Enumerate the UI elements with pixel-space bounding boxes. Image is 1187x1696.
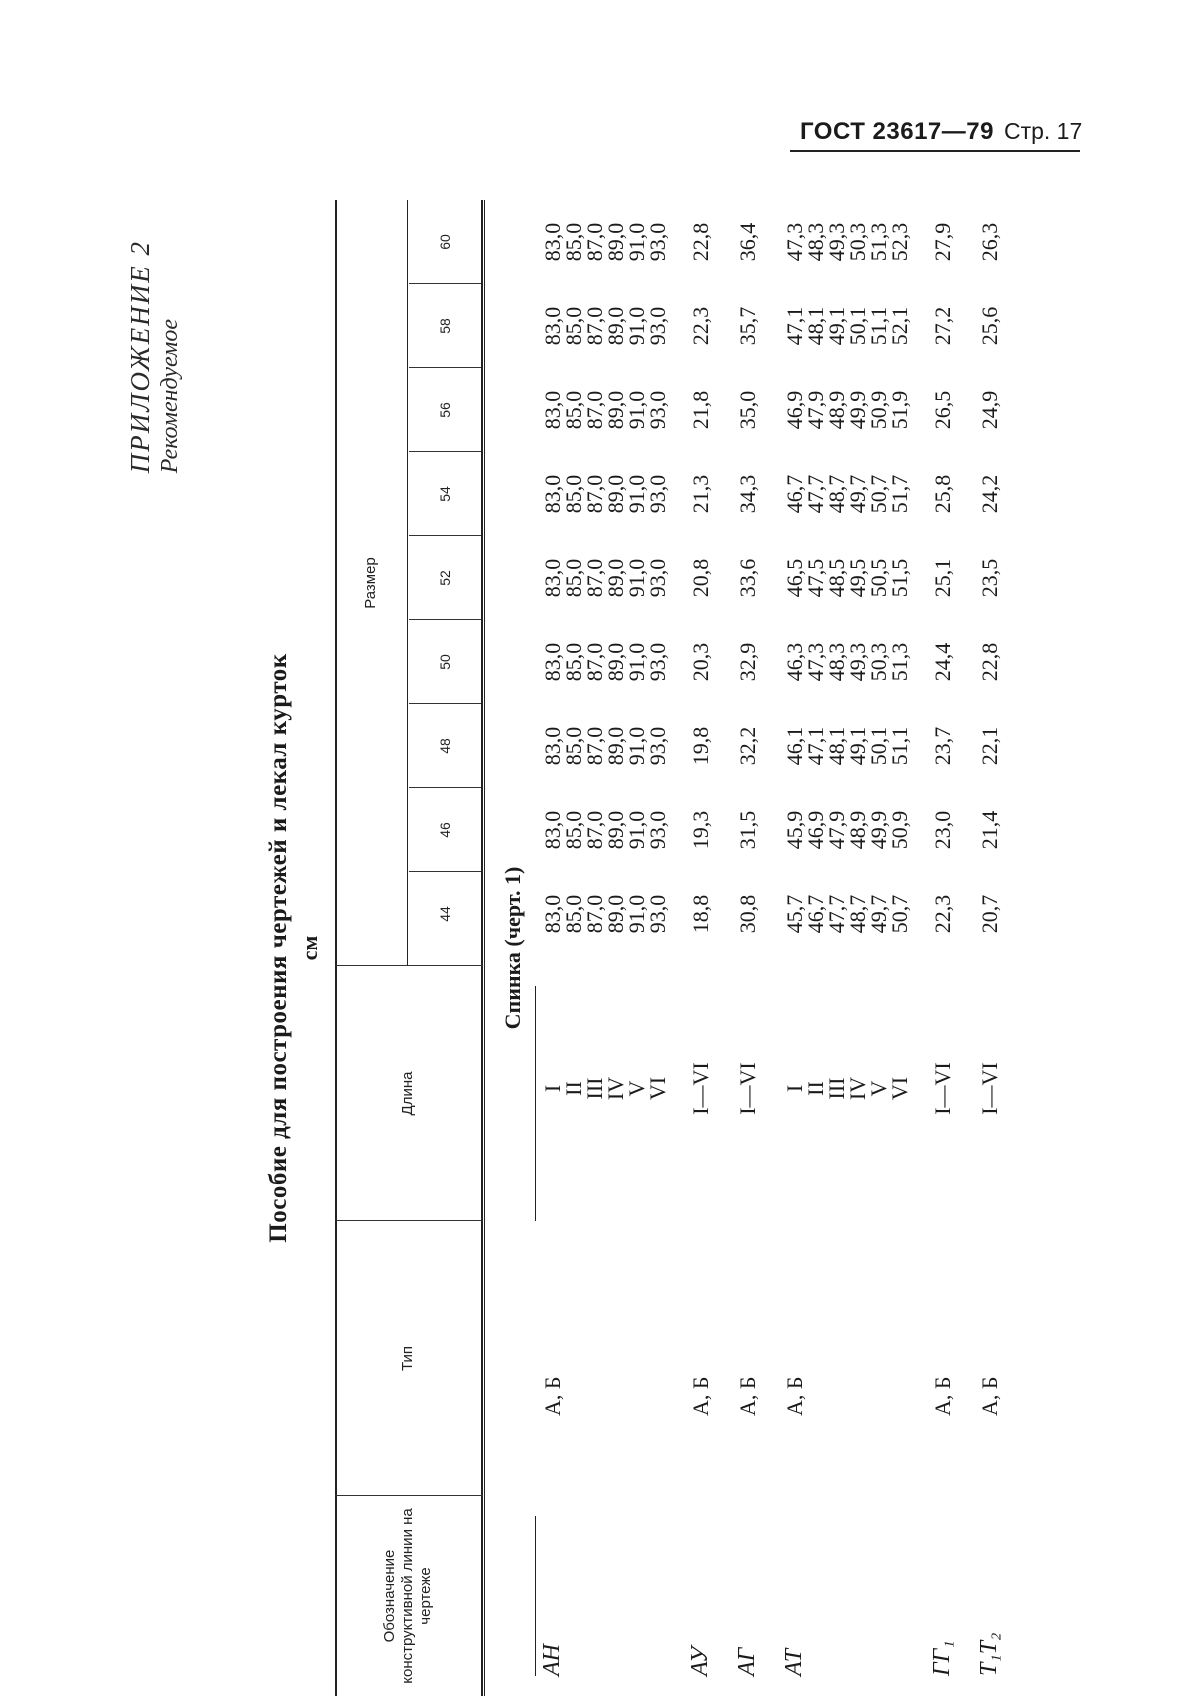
- size-value: 85,0: [561, 894, 586, 934]
- size-value: 85,0: [561, 558, 586, 598]
- size-value: 85,0: [561, 390, 586, 430]
- size-value: 47,9: [803, 390, 828, 430]
- size-value-cell: [737, 530, 758, 626]
- size-value: 89,0: [603, 390, 628, 430]
- size-value-cell: [737, 866, 758, 962]
- size-value-cell: [737, 194, 758, 290]
- header-bottom-rule: [481, 200, 483, 1696]
- size-value-cell: [542, 194, 668, 290]
- garment-type: А, Б: [688, 1376, 713, 1416]
- size-value: 48,9: [845, 810, 870, 850]
- header-code: Обозначение конструктивной линии на чертеже: [381, 1508, 434, 1684]
- size-value-cell: [737, 446, 758, 542]
- size-value: 32,9: [735, 642, 760, 682]
- size-value: 91,0: [624, 474, 649, 514]
- size-value: 85,0: [561, 474, 586, 514]
- size-value: 89,0: [603, 726, 628, 766]
- size-value: 23,5: [977, 558, 1002, 598]
- size-value-cell: [979, 530, 1000, 626]
- size-divider: [409, 871, 481, 872]
- length-value: I—VI: [688, 1062, 713, 1115]
- size-value: 49,3: [824, 222, 849, 262]
- header-bottom-rule-2: [484, 200, 485, 1696]
- length-value: I: [782, 1084, 807, 1093]
- size-value-cell: [690, 278, 711, 374]
- size-value-cell: [932, 614, 953, 710]
- size-value: 91,0: [624, 222, 649, 262]
- appendix-label: [125, 240, 185, 473]
- size-value: 49,1: [824, 306, 849, 346]
- size-value-cell: [690, 194, 711, 290]
- size-value: 91,0: [624, 726, 649, 766]
- size-value: 48,1: [803, 306, 828, 346]
- size-value: 26,3: [977, 222, 1002, 262]
- size-value: 46,9: [782, 390, 807, 430]
- size-header-46: 46: [437, 822, 453, 838]
- size-value: 21,3: [688, 474, 713, 514]
- line-code: АН: [539, 1644, 565, 1676]
- size-value: 48,3: [824, 642, 849, 682]
- size-value: 49,1: [845, 726, 870, 766]
- size-value: 93,0: [645, 558, 670, 598]
- size-value-cell: [784, 362, 910, 458]
- size-value: 18,8: [688, 894, 713, 934]
- line-code: Т₁Т₂: [976, 1632, 1002, 1676]
- size-header-52: 52: [437, 570, 453, 586]
- size-value: 50,9: [887, 810, 912, 850]
- size-value: 46,7: [782, 474, 807, 514]
- size-value-cell: [784, 278, 910, 374]
- size-value-cell: [542, 446, 668, 542]
- size-value-cell: [784, 698, 910, 794]
- size-value: 48,7: [824, 474, 849, 514]
- size-value: 22,3: [930, 894, 955, 934]
- size-value: 87,0: [582, 306, 607, 346]
- size-value: 47,9: [824, 810, 849, 850]
- length-value: III: [582, 1077, 607, 1100]
- length-value: V: [866, 1080, 891, 1097]
- size-value-cell: [979, 866, 1000, 962]
- size-value: 85,0: [561, 642, 586, 682]
- size-value: 30,8: [735, 894, 760, 934]
- garment-type: А, Б: [977, 1376, 1002, 1416]
- size-value: 25,6: [977, 306, 1002, 346]
- size-value: 48,9: [824, 390, 849, 430]
- size-value: 93,0: [645, 642, 670, 682]
- size-value: 47,7: [824, 894, 849, 934]
- size-value-cell: [932, 866, 953, 962]
- size-header-54: 54: [437, 486, 453, 502]
- size-value: 87,0: [582, 894, 607, 934]
- size-value: 48,5: [824, 558, 849, 598]
- size-value: 46,9: [803, 810, 828, 850]
- header-size-group: Размер: [362, 557, 379, 609]
- size-value: 48,7: [845, 894, 870, 934]
- size-value: 83,0: [540, 390, 565, 430]
- size-value-cell: [932, 446, 953, 542]
- size-value-cell: [932, 194, 953, 290]
- size-value-cell: [690, 698, 711, 794]
- size-value: 47,1: [782, 306, 807, 346]
- size-value: 91,0: [624, 306, 649, 346]
- page-number: Стр. 17: [1003, 118, 1083, 144]
- table-unit: см: [297, 935, 322, 961]
- size-value: 36,4: [735, 222, 760, 262]
- size-value: 52,1: [887, 306, 912, 346]
- size-header-56: 56: [437, 402, 453, 418]
- size-value-cell: [932, 278, 953, 374]
- length-value: IV: [845, 1076, 870, 1101]
- table-header: [335, 200, 485, 1696]
- size-header-58: 58: [437, 318, 453, 334]
- size-value: 22,1: [977, 726, 1002, 766]
- size-value: 47,7: [803, 474, 828, 514]
- size-value-cell: [979, 278, 1000, 374]
- size-value: 35,0: [735, 390, 760, 430]
- size-header-44: 44: [437, 906, 453, 922]
- size-value: 49,9: [866, 810, 891, 850]
- size-value: 83,0: [540, 642, 565, 682]
- length-values: [932, 1026, 953, 1151]
- size-value-cell: [542, 698, 668, 794]
- length-value: IV: [603, 1076, 628, 1101]
- line-code: ГГ₁: [929, 1640, 955, 1676]
- garment-type: А, Б: [540, 1376, 565, 1416]
- size-value: 50,3: [866, 642, 891, 682]
- size-value: 20,8: [688, 558, 713, 598]
- size-value: 89,0: [603, 474, 628, 514]
- size-value: 19,8: [688, 726, 713, 766]
- size-value: 24,4: [930, 642, 955, 682]
- size-value: 93,0: [645, 390, 670, 430]
- size-divider: [409, 535, 481, 536]
- size-header-50: 50: [437, 654, 453, 670]
- size-value-cell: [784, 446, 910, 542]
- size-value-cell: [542, 866, 668, 962]
- length-value: VI: [887, 1076, 912, 1101]
- size-value: 49,7: [866, 894, 891, 934]
- size-value: 47,1: [803, 726, 828, 766]
- header-rule: [790, 150, 1080, 152]
- size-value-cell: [979, 362, 1000, 458]
- size-value: 93,0: [645, 474, 670, 514]
- garment-type: А, Б: [930, 1376, 955, 1416]
- size-value: 35,7: [735, 306, 760, 346]
- size-value: 50,7: [866, 474, 891, 514]
- size-value: 47,3: [803, 642, 828, 682]
- size-value: 45,9: [782, 810, 807, 850]
- size-value-cell: [979, 782, 1000, 878]
- length-value: I—VI: [930, 1062, 955, 1115]
- size-value-cell: [542, 278, 668, 374]
- size-value: 25,8: [930, 474, 955, 514]
- line-code: АТ: [781, 1648, 807, 1676]
- size-value: 51,3: [866, 222, 891, 262]
- size-value: 46,1: [782, 726, 807, 766]
- table-title: Пособие для построения чертежей и лекал курток: [265, 653, 292, 1243]
- size-value-cell: [542, 362, 668, 458]
- length-value: I—VI: [977, 1062, 1002, 1115]
- size-value: 85,0: [561, 306, 586, 346]
- size-group-rule: [407, 200, 408, 966]
- size-value: 89,0: [603, 642, 628, 682]
- size-value: 26,5: [930, 390, 955, 430]
- size-value: 23,0: [930, 810, 955, 850]
- size-value: 49,9: [845, 390, 870, 430]
- length-values: [542, 1026, 668, 1151]
- size-value: 85,0: [561, 726, 586, 766]
- size-divider: [409, 787, 481, 788]
- length-value: III: [824, 1077, 849, 1100]
- size-value: 51,9: [887, 390, 912, 430]
- size-value: 50,9: [866, 390, 891, 430]
- length-value: II: [803, 1081, 828, 1096]
- size-value: 89,0: [603, 306, 628, 346]
- size-value: 85,0: [561, 222, 586, 262]
- size-value: 91,0: [624, 390, 649, 430]
- size-value: 23,7: [930, 726, 955, 766]
- size-value-cell: [737, 698, 758, 794]
- header-type: Тип: [399, 1346, 416, 1372]
- size-value: 50,5: [866, 558, 891, 598]
- length-values: [690, 1026, 711, 1151]
- size-value: 47,5: [803, 558, 828, 598]
- size-value: 52,3: [887, 222, 912, 262]
- size-divider: [409, 703, 481, 704]
- size-value-cell: [932, 782, 953, 878]
- size-value: 50,3: [845, 222, 870, 262]
- size-value: 19,3: [688, 810, 713, 850]
- standard-number: ГОСТ 23617—79: [800, 118, 994, 145]
- size-value-cell: [690, 446, 711, 542]
- size-value: 93,0: [645, 810, 670, 850]
- size-value: 93,0: [645, 894, 670, 934]
- page-header: [800, 118, 1083, 146]
- size-value: 22,8: [688, 222, 713, 262]
- size-value: 83,0: [540, 810, 565, 850]
- appendix-title: ПРИЛОЖЕНИЕ 2: [125, 240, 155, 474]
- size-value: 91,0: [624, 642, 649, 682]
- size-value: 32,2: [735, 726, 760, 766]
- size-value: 33,6: [735, 558, 760, 598]
- size-value-cell: [932, 362, 953, 458]
- size-value-cell: [690, 866, 711, 962]
- size-value: 22,8: [977, 642, 1002, 682]
- size-value: 49,5: [845, 558, 870, 598]
- size-value: 27,2: [930, 306, 955, 346]
- size-value: 87,0: [582, 558, 607, 598]
- length-value: VI: [645, 1076, 670, 1101]
- size-value: 51,3: [887, 642, 912, 682]
- size-value: 87,0: [582, 726, 607, 766]
- size-value: 51,7: [887, 474, 912, 514]
- size-value: 87,0: [582, 474, 607, 514]
- size-value: 24,9: [977, 390, 1002, 430]
- size-value-cell: [690, 530, 711, 626]
- length-value: I: [540, 1084, 565, 1093]
- length-value: I—VI: [735, 1062, 760, 1115]
- size-value-cell: [690, 614, 711, 710]
- length-values: [784, 1026, 910, 1151]
- size-value: 51,5: [887, 558, 912, 598]
- size-value-cell: [737, 782, 758, 878]
- appendix-subtitle: Рекомендуемое: [157, 319, 183, 474]
- size-value: 46,5: [782, 558, 807, 598]
- row-top-rule: [535, 1516, 536, 1676]
- size-value: 50,7: [887, 894, 912, 934]
- size-value: 21,8: [688, 390, 713, 430]
- size-value: 93,0: [645, 222, 670, 262]
- size-value-cell: [542, 530, 668, 626]
- size-value: 83,0: [540, 726, 565, 766]
- size-value: 20,3: [688, 642, 713, 682]
- size-value-cell: [737, 614, 758, 710]
- garment-type: А, Б: [735, 1376, 760, 1416]
- size-divider: [409, 367, 481, 368]
- size-value: 83,0: [540, 894, 565, 934]
- size-value-cell: [932, 698, 953, 794]
- size-value-cell: [784, 530, 910, 626]
- size-header-60: 60: [437, 234, 453, 250]
- size-value: 34,3: [735, 474, 760, 514]
- size-divider: [409, 451, 481, 452]
- size-divider: [409, 283, 481, 284]
- size-value-cell: [542, 614, 668, 710]
- size-value-cell: [690, 362, 711, 458]
- size-value: 91,0: [624, 810, 649, 850]
- rotated-table-block: [125, 200, 1005, 1696]
- size-value-cell: [979, 446, 1000, 542]
- size-value-cell: [784, 782, 910, 878]
- size-value: 21,4: [977, 810, 1002, 850]
- size-value: 89,0: [603, 894, 628, 934]
- size-value-cell: [979, 614, 1000, 710]
- size-value: 27,9: [930, 222, 955, 262]
- size-value: 85,0: [561, 810, 586, 850]
- line-code: АУ: [687, 1646, 713, 1676]
- size-value: 93,0: [645, 306, 670, 346]
- size-value-cell: [690, 782, 711, 878]
- header-length: Длина: [399, 1071, 416, 1116]
- size-value: 45,7: [782, 894, 807, 934]
- size-value-cell: [979, 194, 1000, 290]
- size-value: 46,3: [782, 642, 807, 682]
- size-value: 51,1: [887, 726, 912, 766]
- size-value: 47,3: [782, 222, 807, 262]
- size-value: 87,0: [582, 390, 607, 430]
- garment-type: А, Б: [782, 1376, 807, 1416]
- size-value: 89,0: [603, 222, 628, 262]
- size-value-cell: [784, 194, 910, 290]
- size-header-48: 48: [437, 738, 453, 754]
- line-code: АГ: [734, 1647, 760, 1676]
- size-value: 22,3: [688, 306, 713, 346]
- size-value: 83,0: [540, 222, 565, 262]
- size-value: 91,0: [624, 558, 649, 598]
- size-value: 48,1: [824, 726, 849, 766]
- length-values: [737, 1026, 758, 1151]
- size-value-cell: [784, 614, 910, 710]
- size-value: 89,0: [603, 558, 628, 598]
- size-value-cell: [542, 782, 668, 878]
- size-value: 20,7: [977, 894, 1002, 934]
- size-value-cell: [737, 362, 758, 458]
- size-value-cell: [932, 530, 953, 626]
- size-value-cell: [784, 866, 910, 962]
- length-value: V: [624, 1080, 649, 1097]
- size-value: 51,1: [866, 306, 891, 346]
- size-value: 83,0: [540, 558, 565, 598]
- length-value: II: [561, 1081, 586, 1096]
- size-value: 50,1: [845, 306, 870, 346]
- size-value: 49,7: [845, 474, 870, 514]
- size-value: 83,0: [540, 306, 565, 346]
- size-value: 46,7: [803, 894, 828, 934]
- row-top-rule: [535, 986, 536, 1221]
- size-value: 48,3: [803, 222, 828, 262]
- size-value: 83,0: [540, 474, 565, 514]
- size-value: 87,0: [582, 222, 607, 262]
- size-value: 87,0: [582, 642, 607, 682]
- size-value-cell: [737, 278, 758, 374]
- section-title: Спинка (черт. 1): [500, 866, 525, 1030]
- size-value: 50,1: [866, 726, 891, 766]
- size-value: 91,0: [624, 894, 649, 934]
- length-values: [979, 1026, 1000, 1151]
- size-value: 49,3: [845, 642, 870, 682]
- size-value: 31,5: [735, 810, 760, 850]
- size-divider: [409, 619, 481, 620]
- size-value: 87,0: [582, 810, 607, 850]
- size-value: 89,0: [603, 810, 628, 850]
- size-value: 25,1: [930, 558, 955, 598]
- size-value: 24,2: [977, 474, 1002, 514]
- size-value-cell: [979, 698, 1000, 794]
- size-value: 93,0: [645, 726, 670, 766]
